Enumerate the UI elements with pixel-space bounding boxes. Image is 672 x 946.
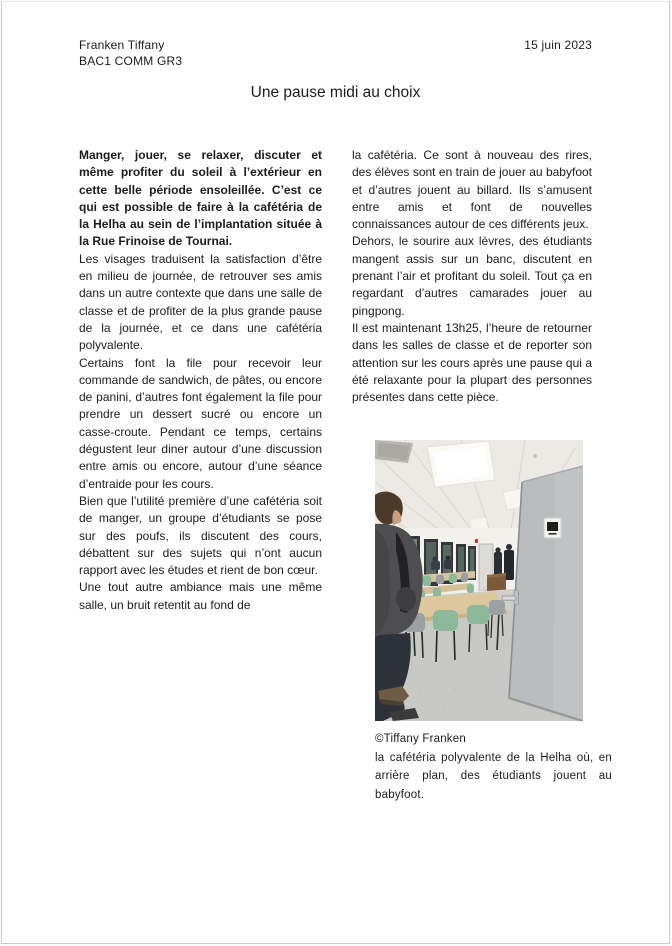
paragraph: Il est maintenant 13h25, l’heure de retourner dans les salles de classe et de reporter son attention sur les cours après une pause qui a été relaxante pour la plupart des personnes présentes dans cette pièce.: [352, 320, 592, 405]
column-left: [79, 147, 322, 804]
cafeteria-photo-illustration: [375, 440, 583, 721]
paragraph: Dehors, le sourire aux lèvres, des étudiants mangent assis sur un banc, discutent en prenant l’air et profitant du soleil. Tout ça en regardant d’autres camarades jouer au pingpong.: [352, 234, 592, 318]
header-left: [79, 38, 182, 69]
paragraph-lead: Manger, jouer, se relaxer, discuter et même profiter du soleil à l’extérieur en cette belle période ensoleillée. C’est ce qui est possible de faire à la cafétéria de la Helha au sein de l’implantation située à la Rue Frinoise de Tournai.: [79, 148, 322, 249]
paragraph: Les visages traduisent la satisfaction d’être en milieu de journée, de retrouver ses amis dans un autre contexte que dans une salle de classe et de profiter de la plus grande pause de la journée, et ce dans une cafétéria polyvalente.: [79, 251, 322, 353]
author-name: Franken Tiffany: [79, 38, 165, 52]
column-right: [352, 147, 612, 804]
class-group: BAC1 COMM GR3: [79, 53, 183, 68]
document-page: [1, 1, 670, 944]
paragraph: Une tout autre ambiance mais une même salle, un bruit retentit au fond de: [79, 580, 322, 612]
paragraph: Certains font la file pour recevoir leur commande de sandwich, de pâtes, ou encore de panini, d’autres font également la file pour prendre un dessert sucré ou encore un casse-croute. Pendant ce temps, certains dégustent leur diner autour d’une discussion entre amis ou encore, autour d’une séance d’entraide pour les cours.: [79, 355, 322, 491]
photo-credit: ©Tiffany Franken: [375, 733, 466, 746]
article-body: [79, 147, 612, 804]
article-title: Une pause midi au choix: [250, 84, 421, 101]
photo-caption: la cafétéria polyvalente de la Helha où, en arrière plan, des étudiants jouent au babyfoot.: [375, 751, 612, 801]
paragraph: la cafétéria. Ce sont à nouveau des rires, des élèves sont en train de jouer au babyfoot et d’autres jouent au billard. Ils s’amusent entre amis et font de nouvelles connaissances autour de ces différents jeux.: [352, 148, 592, 232]
document-date: 15 juin 2023: [524, 38, 592, 52]
paragraph: Bien que l’utilité première d’une cafétéria soit de manger, un groupe d’étudiants se pose sur des poufs, ils discutent des cours, débattent sur des sujets qui n’ont aucun rapport avec les études et rient de bon cœur.: [79, 493, 322, 578]
cafeteria-photo: [375, 440, 612, 804]
photo-caption-block: [375, 730, 612, 804]
document-header: [79, 38, 592, 69]
